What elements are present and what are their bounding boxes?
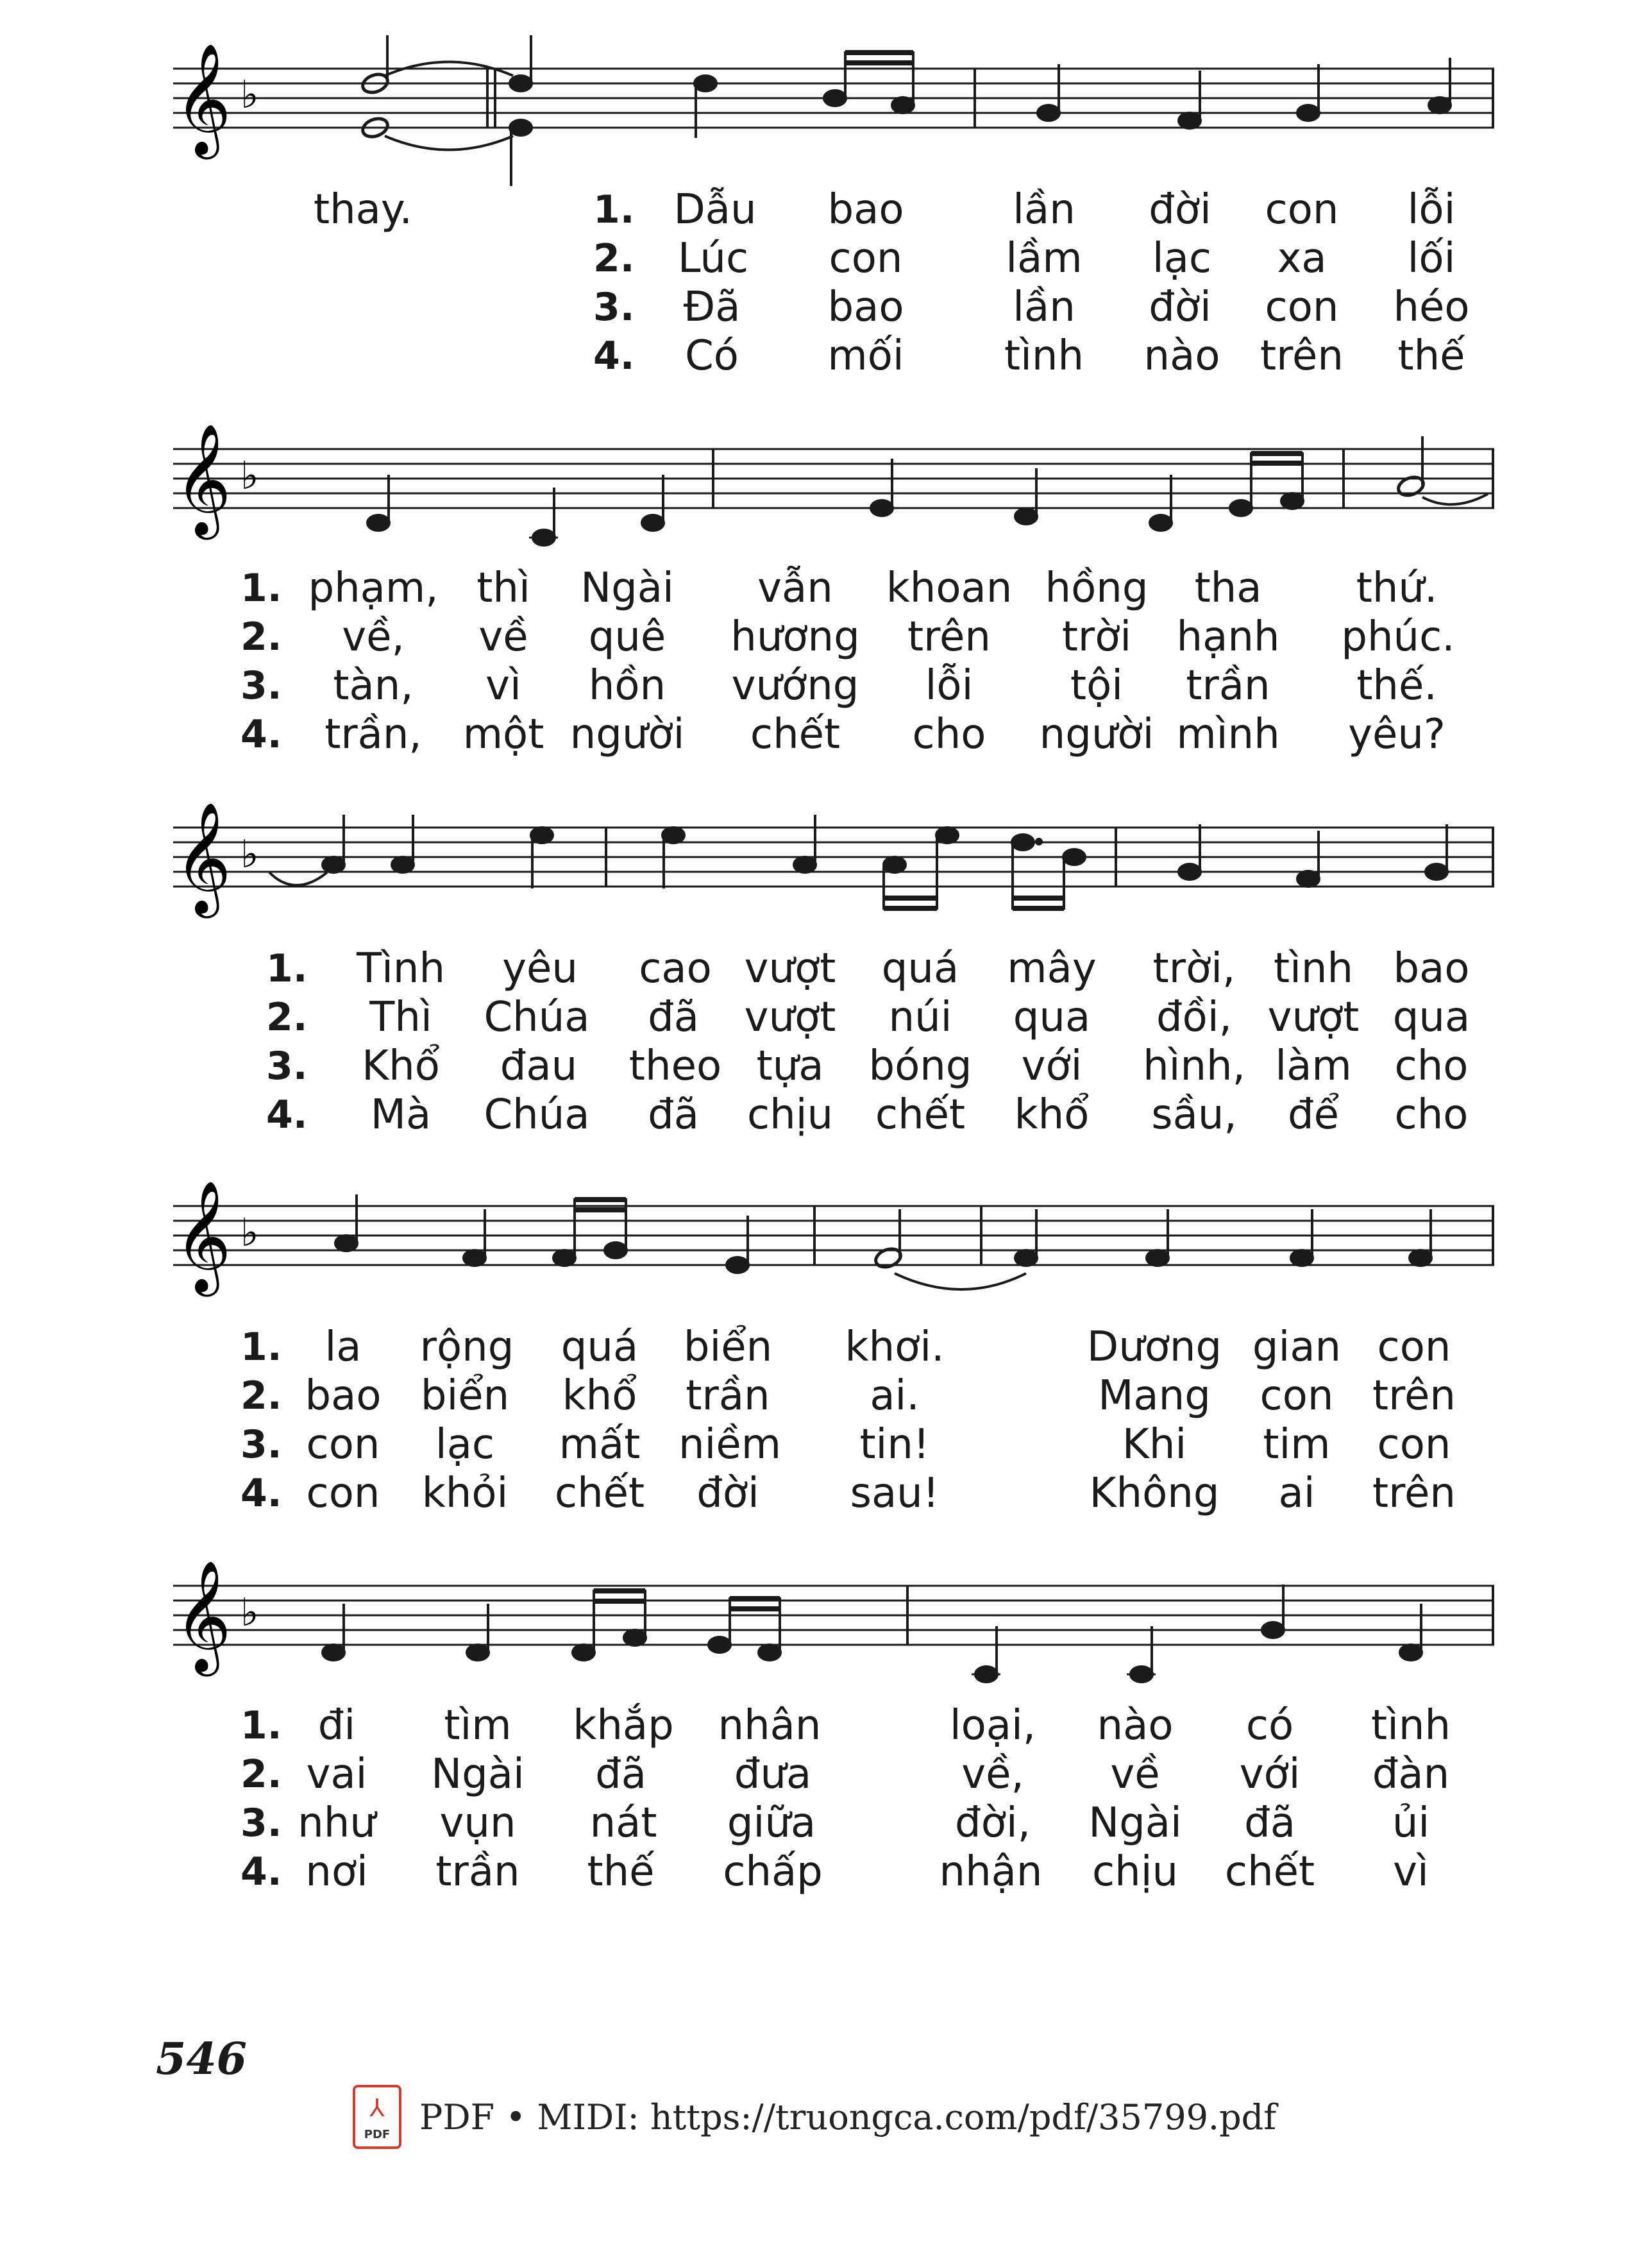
lyric-syllable: vụn — [439, 1799, 516, 1847]
lyric-syllable: nào — [1143, 332, 1220, 380]
lyric-syllable: về, — [342, 613, 405, 661]
verse-number: 4. — [240, 1471, 282, 1516]
lyric-syllable: núi — [888, 994, 952, 1041]
lyric-syllable: trần — [435, 1848, 520, 1896]
verse-number: 1. — [240, 1325, 282, 1370]
treble-clef-icon: 𝄞 — [174, 802, 232, 913]
lyric-syllable: tin! — [859, 1421, 930, 1468]
lyric-syllable: nào — [1097, 1702, 1174, 1749]
lyric-syllable: đã — [648, 1091, 699, 1139]
lyric-syllable: nhân — [718, 1702, 822, 1749]
lyric-syllable: con — [1377, 1323, 1451, 1371]
lyric-syllable: Không — [1089, 1470, 1220, 1517]
lyric-syllable: lỗi — [1407, 186, 1456, 234]
lyric-syllable: đời, — [955, 1799, 1031, 1847]
page-number: 546 — [156, 2034, 247, 2085]
lyric-syllable: trời — [1061, 613, 1132, 661]
lyric-syllable: gian — [1252, 1323, 1342, 1371]
lyric-syllable: đời — [1149, 284, 1211, 331]
lyric-syllable: Ngài — [1088, 1799, 1182, 1847]
lyric-syllable: chấp — [723, 1848, 823, 1896]
lyric-syllable: có — [1245, 1702, 1294, 1749]
lyric-syllable: thế — [1397, 332, 1465, 380]
lyric-syllable: tình — [1371, 1702, 1451, 1749]
lyric-syllable: đời — [1149, 186, 1211, 234]
lyric-syllable: trời, — [1152, 945, 1236, 992]
lyric-syllable: trên — [907, 613, 991, 661]
lyric-syllable: thì — [476, 565, 530, 612]
flat-key-signature-icon: ♭ — [240, 1210, 259, 1255]
lyric-syllable: ai — [1278, 1470, 1315, 1517]
lyric-syllable: Ngài — [580, 565, 674, 612]
download-link-text[interactable]: PDF • MIDI: https://truongca.com/pdf/35799.pdf — [419, 2096, 1277, 2137]
lyric-syllable: về — [478, 613, 528, 661]
lyric-syllable: cho — [1394, 1091, 1469, 1139]
lyric-syllable: khơi. — [845, 1323, 945, 1371]
lyric-syllable: Mang — [1098, 1372, 1211, 1420]
verse-number: 3. — [240, 1422, 282, 1467]
lyric-syllable: mình — [1176, 711, 1280, 758]
lyric-syllable: loại, — [949, 1702, 1036, 1749]
lyric-syllable: Thì — [369, 994, 432, 1041]
lyric-syllable: khoan — [886, 565, 1013, 612]
lyric-syllable: Dương — [1086, 1323, 1222, 1371]
lyric-syllable: Tình — [357, 945, 445, 992]
lyric-syllable: trên — [1372, 1470, 1456, 1517]
lyric-syllable: Đã — [683, 284, 741, 331]
lyric-syllable: phạm, — [308, 565, 439, 612]
lyric-syllable: hồng — [1045, 565, 1149, 612]
lyric-syllable: một — [462, 711, 544, 758]
lyric-syllable: con — [1377, 1421, 1451, 1468]
treble-clef-icon: 𝄞 — [174, 1560, 232, 1672]
lyric-syllable: vượt — [744, 945, 836, 992]
pdf-icon-label: PDF — [364, 2128, 391, 2141]
lyric-syllable: biển — [420, 1372, 510, 1420]
lyric-syllable: đồi, — [1156, 994, 1232, 1041]
lyric-syllable: với — [1021, 1042, 1083, 1090]
verse-number: 3. — [266, 1044, 308, 1089]
lyric-syllable: con — [1265, 284, 1339, 331]
lyric-syllable: la — [324, 1323, 362, 1371]
lyric-syllable: chịu — [746, 1091, 834, 1139]
lyric-syllable: con — [306, 1470, 380, 1517]
lyric-syllable: đưa — [734, 1751, 812, 1798]
lyric-syllable: khỏi — [421, 1470, 509, 1517]
lyric-syllable: hồn — [588, 662, 666, 709]
verse-number: 2. — [266, 995, 308, 1040]
lyric-syllable: sầu, — [1151, 1091, 1237, 1139]
lyric-syllable: đã — [648, 994, 699, 1041]
lyric-syllable: để — [1288, 1091, 1339, 1139]
lyric-syllable: đời — [696, 1470, 759, 1517]
lyric-syllable: cho — [912, 711, 986, 758]
lyric-syllable: tình — [1274, 945, 1353, 992]
lyric-syllable: lần — [1013, 284, 1075, 331]
lyric-syllable: đàn — [1372, 1751, 1450, 1798]
lyric-syllable: vì — [485, 662, 521, 709]
lyric-syllable: Lúc — [677, 235, 749, 282]
verse-number: 4. — [240, 712, 282, 757]
verse-number: 1. — [240, 566, 282, 611]
pdf-file-icon[interactable] — [353, 2085, 401, 2149]
lyric-syllable: về, — [961, 1751, 1024, 1798]
lyric-syllable: vai — [306, 1751, 367, 1798]
verse-number: 2. — [240, 615, 282, 659]
lyric-syllable: mây — [1007, 945, 1097, 992]
verse-number: 1. — [240, 1703, 282, 1748]
lyric-syllable: bao — [1393, 945, 1470, 992]
lyric-syllable: với — [1239, 1751, 1301, 1798]
lyric-syllable: làm — [1275, 1042, 1352, 1090]
lyric-syllable: thứ. — [1356, 565, 1438, 612]
verse-number: 2. — [240, 1373, 282, 1418]
lyric-syllable: lạc — [1152, 235, 1212, 282]
verse-number: 2. — [593, 236, 635, 281]
lyric-syllable: lạc — [435, 1421, 495, 1468]
lyric-syllable: vượt — [1267, 994, 1360, 1041]
lyric-syllable: trên — [1260, 332, 1344, 380]
lyric-syllable: giữa — [727, 1799, 816, 1847]
lyric-syllable: cao — [639, 945, 712, 992]
lyric-syllable: vì — [1393, 1848, 1429, 1896]
lyric-syllable: quá — [560, 1323, 639, 1371]
lyric-syllable: lầm — [1006, 235, 1083, 282]
lyric-syllable: yêu — [502, 945, 578, 992]
lyric-syllable: sau! — [850, 1470, 940, 1517]
lyric-syllable: Khổ — [362, 1042, 440, 1090]
verse-number: 3. — [593, 285, 635, 330]
lyric-syllable: rộng — [419, 1323, 514, 1371]
lyric-syllable: tội — [1070, 662, 1124, 709]
lyric-syllable: trên — [1372, 1372, 1456, 1420]
lyric-syllable: nhận — [939, 1848, 1043, 1896]
lyric-syllable: bao — [305, 1372, 382, 1420]
lyric-syllable: qua — [1392, 994, 1471, 1041]
acrobat-swirl-icon: ⅄ — [369, 2094, 385, 2122]
lyric-syllable: vướng — [731, 662, 859, 709]
lyric-syllable: khổ — [562, 1372, 637, 1420]
lyric-syllable: xa — [1277, 235, 1327, 282]
lyric-syllable: nát — [589, 1799, 657, 1847]
verse-number: 4. — [240, 1849, 282, 1894]
lyric-syllable: chết — [875, 1091, 966, 1139]
lyric-syllable: ai. — [870, 1372, 920, 1420]
lyric-syllable: quê — [588, 613, 666, 661]
verse-number: 4. — [593, 334, 635, 378]
lyric-syllable: chết — [554, 1470, 645, 1517]
lyric-syllable: đã — [1244, 1799, 1295, 1847]
lyric-syllable: Chúa — [484, 994, 590, 1041]
lyric-syllable: như — [298, 1799, 376, 1847]
lyric-syllable: trần — [686, 1372, 770, 1420]
lyric-syllable: người — [569, 711, 685, 758]
treble-clef-icon: 𝄞 — [174, 423, 232, 535]
lyric-syllable: đau — [500, 1042, 578, 1090]
verse-number: 2. — [240, 1752, 282, 1797]
lyric-syllable: hương — [730, 613, 860, 661]
lyric-syllable: ủi — [1392, 1799, 1430, 1847]
lyric-syllable: niềm — [678, 1421, 782, 1468]
lyric-syllable: lối — [1407, 235, 1456, 282]
lyric-syllable: mối — [827, 332, 904, 380]
treble-clef-icon: 𝄞 — [174, 43, 232, 155]
lyric-syllable: thay. — [314, 186, 412, 234]
lyric-syllable: thế. — [1356, 662, 1437, 709]
lyric-syllable: về — [1110, 1751, 1160, 1798]
lyric-syllable: con — [306, 1421, 380, 1468]
treble-clef-icon: 𝄞 — [174, 1180, 232, 1292]
flat-key-signature-icon: ♭ — [240, 72, 259, 117]
lyric-syllable: Có — [685, 332, 739, 380]
lyric-syllable: bao — [827, 284, 904, 331]
lyric-syllable: Mà — [370, 1091, 432, 1139]
lyric-syllable: tựa — [756, 1042, 824, 1090]
lyric-syllable: Ngài — [431, 1751, 525, 1798]
lyric-syllable: vẫn — [757, 565, 833, 612]
lyric-syllable: đã — [595, 1751, 646, 1798]
lyric-syllable: mất — [559, 1421, 641, 1468]
lyric-syllable: vượt — [744, 994, 836, 1041]
lyric-syllable: con — [1260, 1372, 1334, 1420]
flat-key-signature-icon: ♭ — [240, 454, 259, 498]
lyric-syllable: trần — [1186, 662, 1270, 709]
lyric-syllable: tim — [1263, 1421, 1331, 1468]
lyric-syllable: con — [1265, 186, 1339, 234]
verse-number: 1. — [266, 946, 308, 991]
lyric-syllable: con — [829, 235, 903, 282]
lyric-syllable: phúc. — [1341, 613, 1455, 661]
lyric-syllable: biển — [683, 1323, 773, 1371]
lyric-syllable: cho — [1394, 1042, 1469, 1090]
flat-key-signature-icon: ♭ — [240, 832, 259, 877]
lyric-syllable: chịu — [1092, 1848, 1179, 1896]
lyric-syllable: bao — [827, 186, 904, 234]
lyric-syllable: hạnh — [1176, 613, 1280, 661]
lyric-syllable: khắp — [573, 1702, 674, 1749]
lyric-syllable: đi — [317, 1702, 356, 1749]
lyric-syllable: nơi — [305, 1848, 368, 1896]
lyric-syllable: chết — [1224, 1848, 1315, 1896]
lyric-syllable: qua — [1013, 994, 1091, 1041]
verse-number: 3. — [240, 663, 282, 708]
flat-key-signature-icon: ♭ — [240, 1590, 259, 1635]
lyric-syllable: lần — [1013, 186, 1075, 234]
lyric-syllable: thế — [587, 1848, 655, 1896]
lyric-syllable: người — [1039, 711, 1154, 758]
lyric-syllable: tha — [1194, 565, 1262, 612]
verse-number: 4. — [266, 1092, 308, 1137]
verse-number: 1. — [593, 187, 635, 232]
lyric-syllable: lỗi — [925, 662, 973, 709]
lyric-syllable: theo — [628, 1042, 722, 1090]
lyric-syllable: Dẫu — [673, 186, 757, 234]
lyric-syllable: khổ — [1014, 1091, 1090, 1139]
lyric-syllable: trần, — [324, 711, 422, 758]
lyric-syllable: hình, — [1143, 1042, 1245, 1090]
lyric-syllable: bóng — [868, 1042, 972, 1090]
lyric-syllable: Chúa — [484, 1091, 590, 1139]
lyric-syllable: tình — [1004, 332, 1084, 380]
lyric-syllable: Khi — [1122, 1421, 1187, 1468]
lyric-syllable: tìm — [444, 1702, 512, 1749]
lyric-syllable: quá — [881, 945, 959, 992]
lyric-syllable: héo — [1393, 284, 1470, 331]
lyric-syllable: tàn, — [333, 662, 414, 709]
lyric-syllable: chết — [750, 711, 841, 758]
verse-number: 3. — [240, 1801, 282, 1846]
download-footer[interactable] — [353, 2082, 1276, 2152]
lyric-syllable: yêu? — [1348, 711, 1446, 758]
